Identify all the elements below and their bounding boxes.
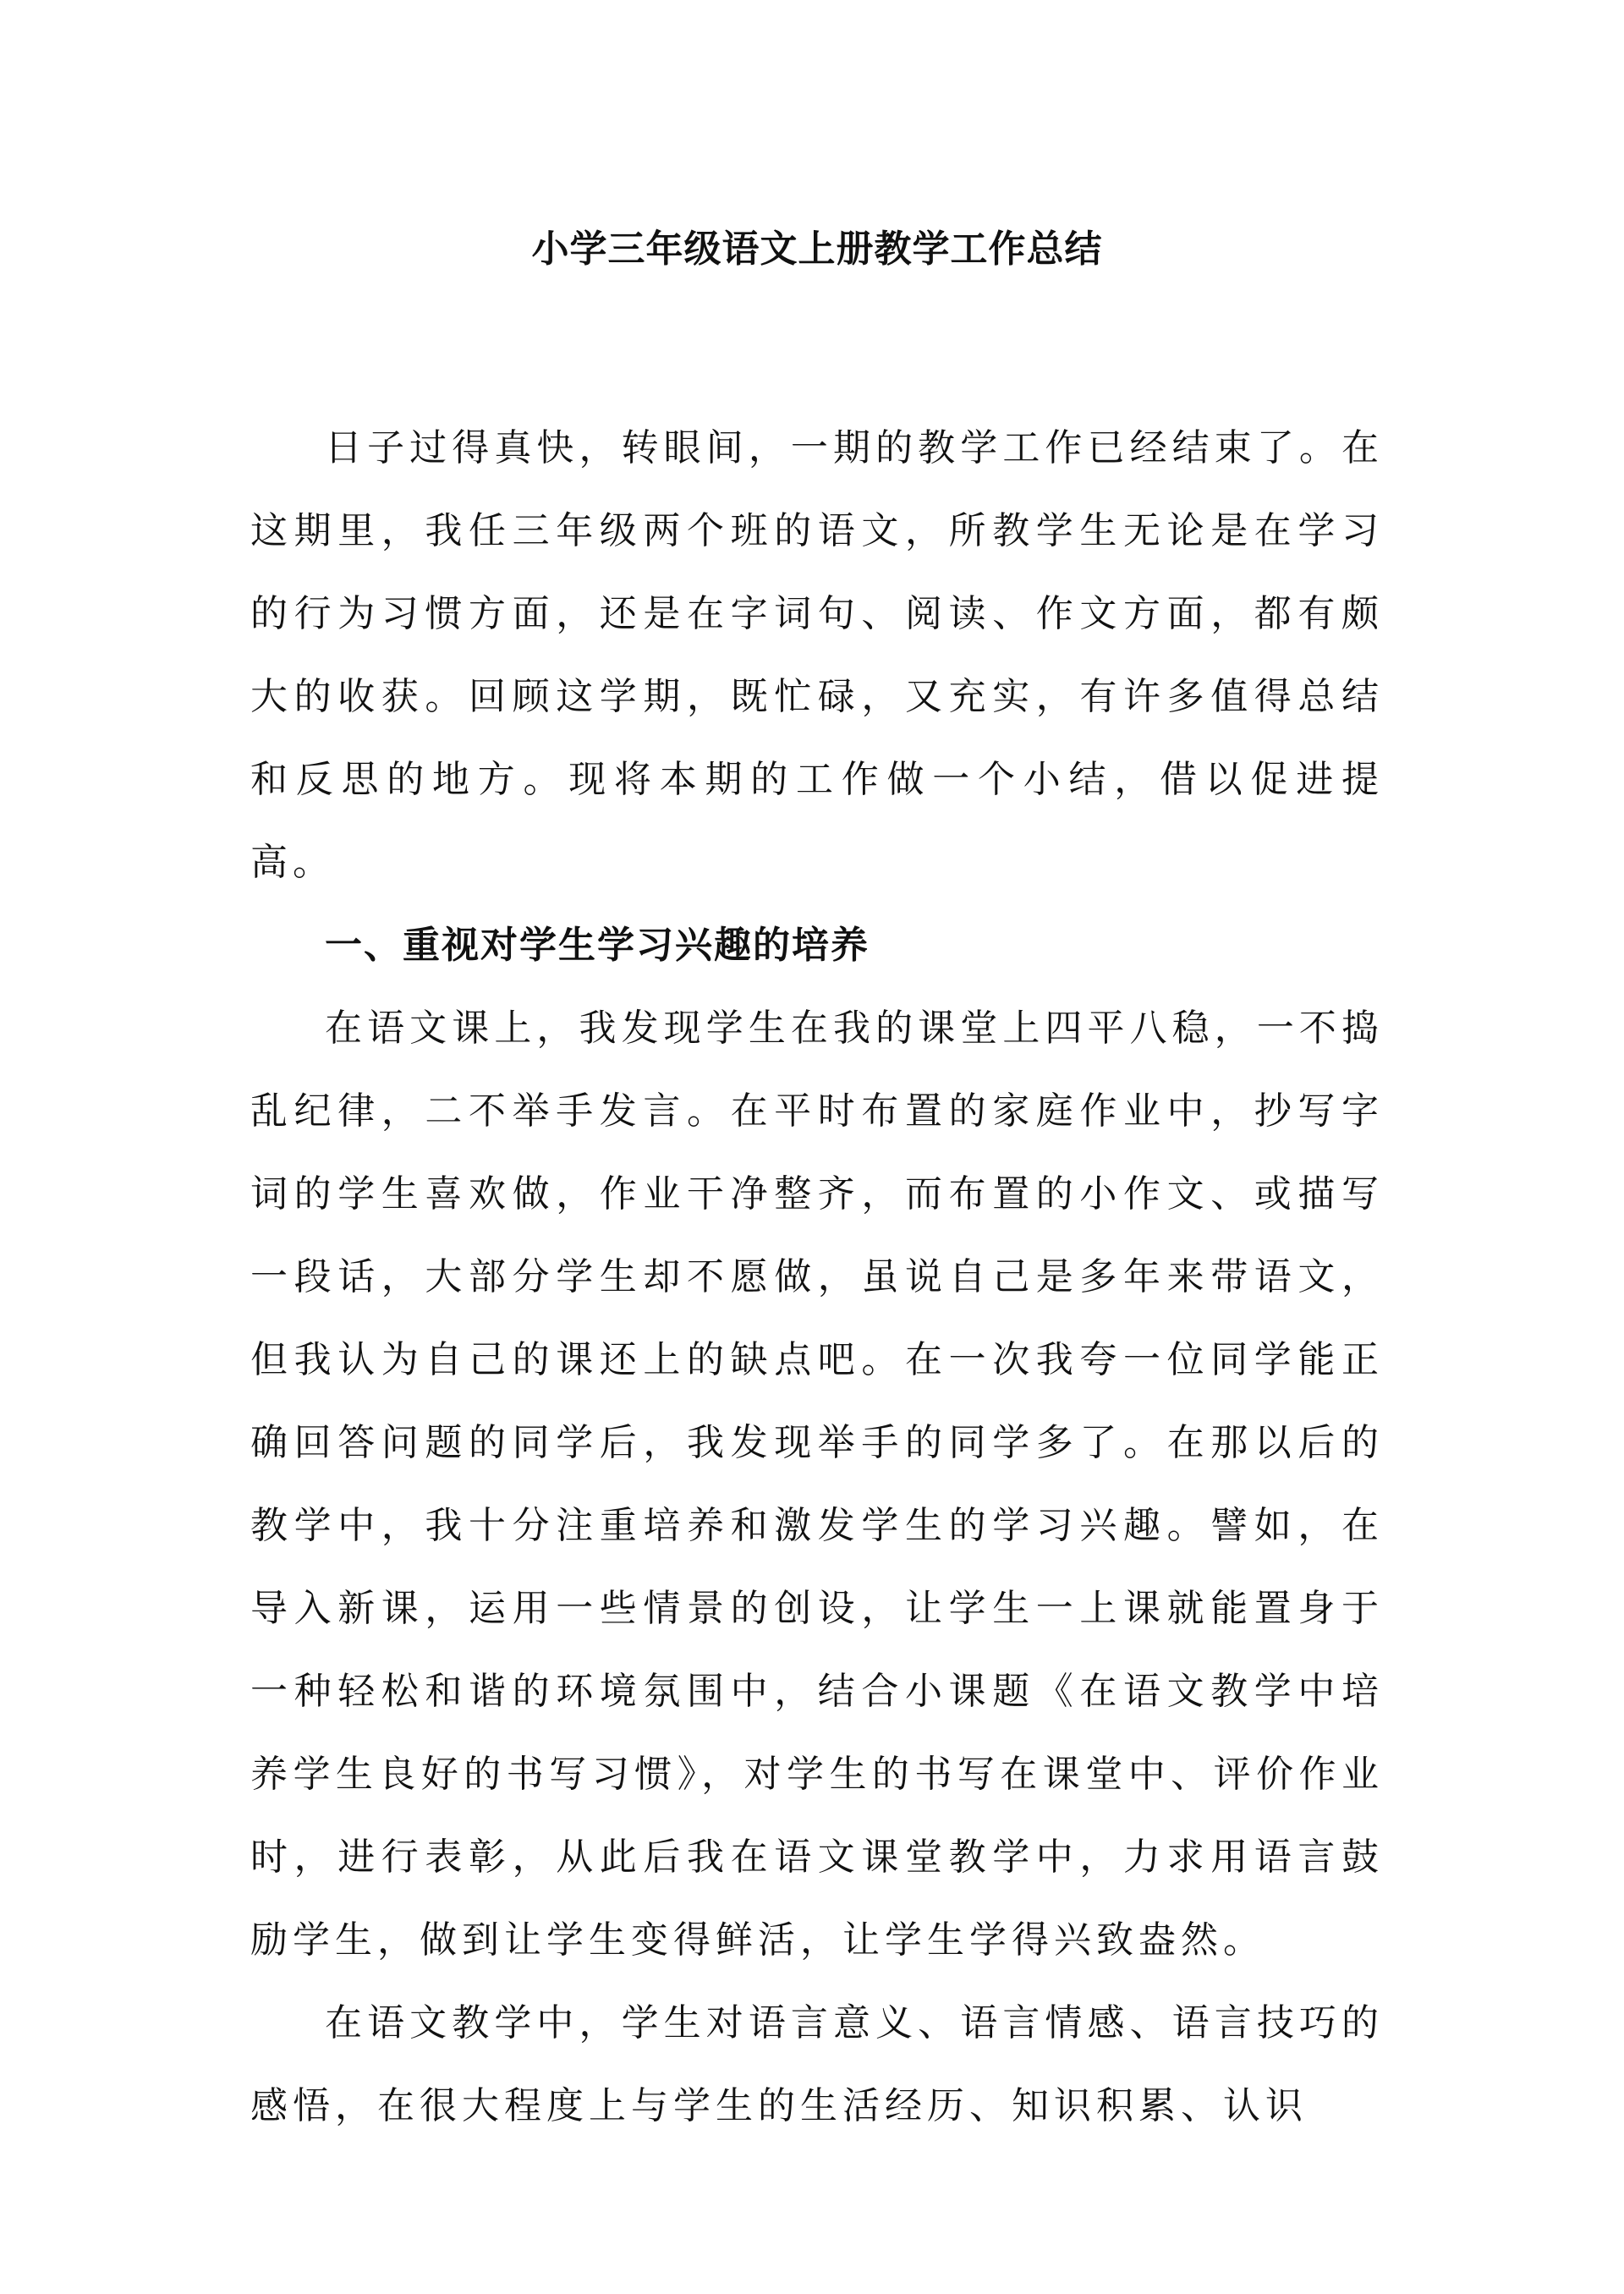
section-heading: 一、重视对学生学习兴趣的培养 (325, 924, 870, 967)
intro-paragraph: 日子过得真快，转眼间，一期的教学工作已经结束了。在这期里，我任三年级两个班的语文，所教学生无论是在学习的行为习惯方面，还是在字词句、阅读、作文方面，都有颇大的收获。回顾这学期，既忙碌，又充实，有许多值得总结和反思的地方。现将本期的工作做一个小结，借以促进提高。 (250, 426, 1384, 884)
document-content (250, 216, 1384, 2148)
document-title: 小学三年级语文上册教学工作总结 (531, 228, 1103, 271)
body-paragraph: 在语文教学中，学生对语言意义、语言情感、语言技巧的感悟，在很大程度上与学生的生活经历、知识积累、认识 (250, 2001, 1384, 2127)
body-paragraph: 在语文课上，我发现学生在我的课堂上四平八稳，一不捣乱纪律，二不举手发言。在平时布置的家庭作业中，抄写字词的学生喜欢做，作业干净整齐，而布置的小作文、或描写一段话，大部分学生却不愿做，虽说自己是多年来带语文，但我认为自己的课还上的缺点吧。在一次我夸一位同学能正确回答问题的同学后，我发现举手的同学多了。在那以后的教学中，我十分注重培养和激发学生的学习兴趣。譬如，在导入新课，运用一些情景的创设，让学生一上课就能置身于一种轻松和谐的环境氛围中，结合小课题《在语文教学中培养学生良好的书写习惯》，对学生的书写在课堂中、评价作业时，进行表彰，从此后我在语文课堂教学中，力求用语言鼓励学生，做到让学生变得鲜活，让学生学得兴致盎然。 (250, 1007, 1384, 1962)
document-body (250, 407, 1384, 2148)
